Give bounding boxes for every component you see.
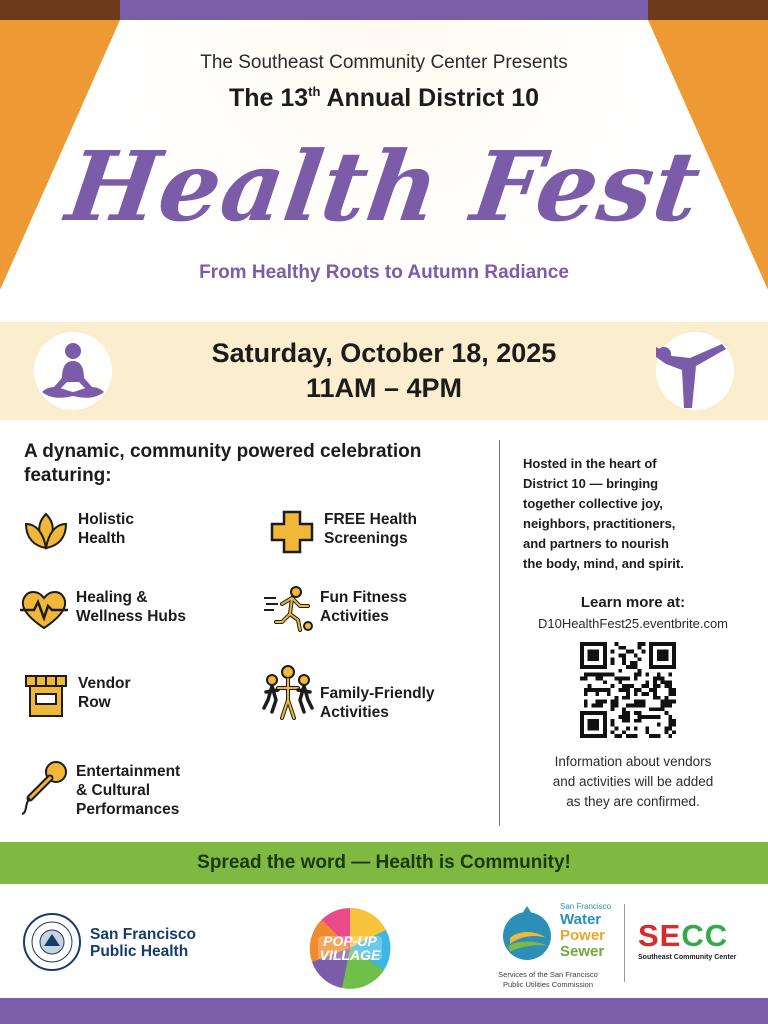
feature-fun-fitness [262,586,407,632]
feature-line: Healing & [76,589,148,606]
feature-family-friendly [262,664,435,724]
feature-line: Wellness Hubs [76,608,186,625]
date-band [0,322,768,420]
feature-vendor-row [20,672,131,718]
annual-suffix: Annual District 10 [320,84,540,112]
presenter-line: The Southeast Community Center Presents [200,52,568,73]
info-note [520,752,746,812]
feature-label [76,586,186,626]
hosted-line: together collective joy, [523,496,663,511]
qr-code[interactable] [580,642,676,738]
feature-healing-wellness [18,586,186,632]
dancer-icon [656,332,734,410]
learn-more-label: Learn more at: [580,594,686,611]
event-title: Health Fest [60,130,708,243]
secc-se: SE [638,918,682,953]
date-time-block [0,336,768,406]
secc-cc: CC [681,918,729,953]
sfpuc-sub-line: Public Utilities Commission [502,980,594,989]
feature-label [78,508,134,548]
hosted-line: the body, mind, and spirit. [523,556,684,571]
sfpuc-top-line: San Francisco [560,902,612,911]
sf-public-health-logo [90,926,196,960]
feature-line: Activities [320,704,389,721]
secc-logo [638,918,728,954]
info-line: as they are confirmed. [566,794,700,809]
sfph-line: Public Health [90,943,189,960]
poster [0,20,768,998]
annual-ordinal: th [308,84,321,99]
feature-line: Row [78,694,111,711]
sfpuc-wordmark [560,912,605,960]
top-band [0,0,768,22]
storefront-icon [20,672,72,718]
info-line: Information about vendors [554,754,712,769]
heartbeat-icon [18,586,70,632]
popup-village-text: POP-UP VILLAGE [319,933,381,963]
sfpuc-sewer: Sewer [560,943,605,960]
event-tagline: From Healthy Roots to Autumn Radiance [199,262,569,283]
feature-label [320,664,435,722]
bottom-band [0,998,768,1024]
lotus-icon [20,508,72,554]
runner-icon [262,586,314,632]
feature-line: Health [78,530,126,547]
banner-text: Spread the word — Health is Community! [197,852,571,873]
feature-line: Performances [76,801,180,818]
hosted-line: neighbors, practitioners, [523,516,676,531]
feature-label [320,586,407,626]
feature-line: Activities [320,608,389,625]
family-icon [262,664,314,724]
column-divider [499,440,500,826]
annual-prefix: The 13 [228,84,309,112]
feature-line: Fun Fitness [320,589,407,606]
sfpuc-sub-line: Services of the San Francisco [498,970,598,979]
feature-line: & Cultural [76,782,151,799]
feature-line: Family-Friendly [320,685,435,702]
hosted-line: District 10 — bringing [523,476,659,491]
hosted-blurb [523,454,753,574]
hosted-line: Hosted in the heart of [523,456,657,471]
feature-entertainment [18,760,180,819]
sfpuc-subtitle [478,970,618,990]
feature-label [78,672,131,712]
feature-label [76,760,180,819]
sf-seal-icon [22,912,82,972]
logo-divider [624,904,625,982]
sfph-line: San Francisco [90,926,196,943]
water-drop-icon [500,902,554,962]
feature-free-screenings [266,508,417,554]
event-url-link[interactable]: D10HealthFest25.eventbrite.com [537,616,729,631]
feature-line: Entertainment [76,763,181,780]
secc-subtitle: Southeast Community Center [638,954,737,961]
feature-line: Screenings [324,530,408,547]
sfpuc-water: Water [560,911,602,928]
event-date: Saturday, October 18, 2025 [211,338,557,368]
feature-line: FREE Health [324,511,418,528]
cross-icon [266,508,318,554]
feature-line: Holistic [78,511,134,528]
microphone-icon [18,760,70,816]
feature-holistic-health [20,508,134,554]
feature-line: Vendor [78,675,131,692]
intro-text: A dynamic, community powered celebration featuring: [24,441,422,486]
event-time: 11AM – 4PM [305,373,463,403]
hosted-line: and partners to nourish [523,536,669,551]
sfpuc-power: Power [560,927,606,944]
feature-label [324,508,417,548]
top-band-violet [120,0,648,22]
info-line: and activities will be added [552,774,714,789]
annual-heading [0,84,768,113]
